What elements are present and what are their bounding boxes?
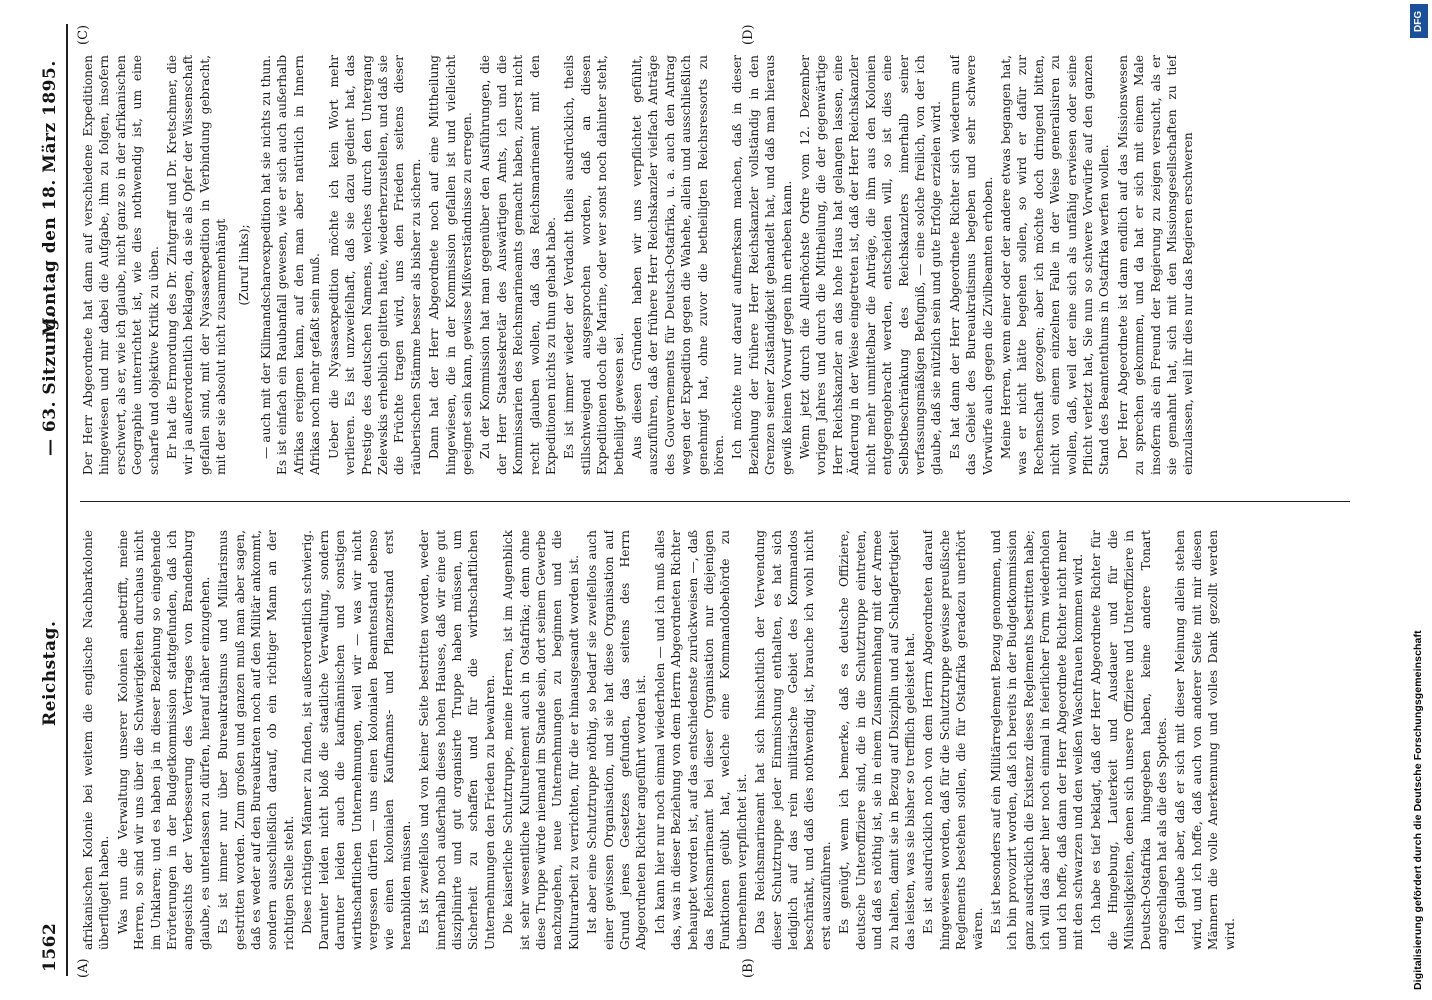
text-paragraph: — auch mit der Kilimandscharoexpedition hat sie nichts zu thun. Es ist einfach ein Raubanfall gewesen, wie er sich auch außerhalb Afrikas ereignen kann, auf den man aber natürlich in Innern Afrikas noch mehr gefaßt sein muß. [259,55,323,475]
left-text-column [80,530,1350,950]
text-paragraph: Diese richtigen Männer zu finden, ist außerordentlich schwierig. Darunter leiden nicht bloß die staatliche Verwaltung, sondern darunter leiden auch die kaufmännischen und sonstigen wirthschaftlichen Unternehmungen, weil wir — was wir nicht vergessen dürfen — uns einen kolonialen Beamtenstand ebenso wie einen kolonialen Kaufmanns- und Pflanzerstand erst heranbilden müssen. [300,530,413,950]
text-paragraph: Es ist besonders auf ein Militärreglement Bezug genommen, und ich bin provozirt worden, daß ich bereits in der Budgetkommission ganz ausdrücklich die Existenz dieses Reglements bestritten habe; ich will das aber hier noch einmal in feierlicher Form wiederholen und ich hoffe, daß dann der Herr Abgeordnete Richter nicht mehr mit den schwarzen und den weißen Waschfrauen kommen wird. [988,530,1085,950]
text-paragraph: Was nun die Verwaltung unserer Kolonien anbetrifft, meine Herren, so sind wir uns über die Schwierigkeiten durchaus nicht im Unklaren; und es haben ja in dieser Beziehung so eingehende Erörterungen in der Budgetkommission stattgefunden, daß ich angesichts der Verbesserung des Vertrages von Brandenburg glaube, es unterlassen zu dürfen, hierauf näher einzugehen. [115,530,212,950]
text-paragraph: Es genügt, wenn ich bemerke, daß es deutsche Offiziere, deutsche Unteroffiziere sind, die in die Schutztruppe eintreten, und daß es nöthig ist, sie in einem Zusammenhang mit der Armee zu halten, damit sie in Bezug auf Disziplin und auf Schlagfertigkeit das leisten, was sie bisher so trefflich geleistet hat. [837,530,917,950]
page-number: 1562 [40,922,60,972]
session-date: Montag den 18. März 1895. [40,60,60,336]
digitization-credit: Digitalisierung gefördert durch die Deutsche Forschungsgemeinschaft [1412,630,1424,990]
margin-marker-d: (D) [741,24,756,45]
text-paragraph: Der Herr Abgeordnete ist dann endlich auf das Missionswesen zu sprechen gekommen, und da hat er sich mit einem Male insofern als ein Freund der Regierung zu zeigen versucht, als er sie gemahnt hat, sich mit den Missionsgesellschaften zu tief einzulassen, weil ihr dies nur das Regieren erschweren [1115,55,1196,475]
session-title: — 63. Sitzung. [40,311,60,456]
text-paragraph: Es ist zweifellos und von keiner Seite bestritten worden, weder innerhalb noch außerhalb dieses hohen Hauses, daß wir eine gut disziplinirte und gut organisirte Truppe haben müssen, um Sicherheit zu schaffen und für die wirthschaftlichen Unternehmungen den Frieden zu bewahren. [417,530,497,950]
text-paragraph: Ich glaube aber, daß er sich mit dieser Meinung allein stehen wird, und ich hoffe, daß auch von anderer Seite mit mir diesen Männern die volle Anerkennung und volles Dank gezollt werden wird. [1173,530,1237,950]
text-paragraph: Er hat die Ermordung des Dr. Zintgraff und Dr. Kretschmer, die wir ja außerordentlich beklagen, da sie als Opfer der Wissenschaft gefallen sind, mit der Nyassaexpedition in Verbindung gebracht, mit der sie absolut nicht zusammenhängt [165,55,229,475]
text-paragraph: Es ist ausdrücklich noch von dem Herrn Abgeordneten darauf hingewiesen worden, daß für die Schutztruppe gewisse preußische Reglements bestehen sollen, die für Ostafrika geradezu unerhört wären. [921,530,985,950]
text-paragraph: Es hat dann der Herr Abgeordnete Richter sich wiederum auf das Gebiet des Bureaukratismus begeben und sehr schwere Vorwürfe auch gegen die Zivilbeamten erhoben. [947,55,995,475]
text-paragraph: Das Reichsmarineamt hat sich hinsichtlich der Verwendung dieser Schutztruppe jeder Einmischung enthalten, es hat sich lediglich auf das rein militärische Gebiet des Kommandos beschränkt, und daß dies nothwendig ist, brauche ich wohl nicht erst auszuführen. [753,530,833,950]
text-paragraph: Ich habe es tief beklagt, daß der Herr Abgeordnete Richter für die Hingebung, Lauterkeit und Ausdauer und für die Mühseligkeiten, denen sich unsere Offiziere und Unteroffiziere in Deutsch-Ostafrika hingegeben haben, keine andere Tonart angeschlagen hat als die des Spottes. [1089,530,1169,950]
text-paragraph: Es ist immer wieder der Verdacht theils ausdrücklich, theils stillschweigend ausgesprochen worden, daß an diesen Expeditionen doch die Marine, oder wer sonst noch dahinter steht, betheiligt gewesen sei. [562,55,626,475]
text-paragraph: Es ist immer nur über Bureaukratismus und Militarismus gestritten worden. Zum großen und ganzen muß man aber sagen, daß es weder auf den Bureaukraten noch auf den Militär ankommt, sondern ausschließlich darauf, ob ein richtiger Mann an der richtigen Stelle steht. [216,530,296,950]
text-paragraph: Aus diesen Gründen haben wir uns verpflichtet gefühlt, auszuführen, daß der frühere Herr Reichskanzler vielfach Anträge des Gouvernements für Deutsch-Ostafrika, u. a. auch den Antrag wegen der Expedition gegen die Wahehe, allein und ausschließlich genehmigt hat, ohne zuvor die betheiligten Reichsressorts zu hören. [630,55,727,475]
margin-marker-c: (C) [76,24,91,45]
text-paragraph: (Zuruf links); [236,224,251,306]
text-paragraph: Ueber die Nyassaexpedition möchte ich kein Wort mehr verlieren. Es ist unzweifelhaft, daß sie dazu gedient hat, das Prestige des deutschen Namens, welches durch den Untergang Zelewskis erheblich gelitten hatte, wiederherzustellen, und daß sie die Früchte tragen wird, uns den Frieden seitens dieser räuberischen Stämme besser als bisher zu sichern. [326,55,423,475]
text-paragraph: Ich kann hier nur noch einmal wiederholen — und ich muß alles das, was in dieser Beziehung von dem Herrn Abgeordneten Richter behauptet worden ist, auf das entschiedenste zurückweisen —, daß das Reichsmarineamt bei dieser Organisation nur diejenigen Funktionen geübt hat, welche eine Kommandobehörde zu übernehmen verpflichtet ist. [652,530,749,950]
text-paragraph: Ist aber eine Schutztruppe nöthig, so bedarf sie zweifellos auch einer gewissen Organisation, und sie hat diese Organisation auf Grund jenes Gesetzes gefunden, das seitens des Herrn Abgeordneten Richter angeführt worden ist. [585,530,649,950]
text-paragraph: Dann hat der Herr Abgeordnete noch auf eine Mittheilung hingewiesen, die in der Kommission gefallen ist und vielleicht geeignet sein kann, gewisse Mißverständnisse zu erregen. [427,55,474,475]
text-paragraph: Wenn jetzt durch die Allerhöchste Ordre vom 12. Dezember vorigen Jahres und durch die Mittheilung, die der gegenwärtige Herr Reichskanzler an das hohe Haus hat gelangen lassen, eine Änderung in der Weise eingetreten ist, daß der Herr Reichskanzler nicht mehr unmittelbar die Anträge, die ihm aus den Kolonien entgegengebracht werden, entscheiden will, so ist dies eine Selbstbeschränkung des Reichskanzlers innerhalb seiner verfassungsmäßigen Befugniß, — eine solche freilich, von der ich glaube, daß sie nützlich sein und gute Erfolge erzielen wird. [798,55,944,475]
scanned-page [26,10,1406,990]
text-paragraph: Meine Herren, wenn einer oder der andere etwas begangen hat, was er nicht hätte begehen sollen, so wird er dafür zur Rechenschaft gezogen; aber ich möchte doch dringend bitten, nicht von einem einzelnen Falle in der Weise generalisiren zu wollen, daß, weil der eine sich als unfähig erwiesen oder seine Pflicht verletzt hat, Sie nun so schwere Vorwürfe auf den ganzen Stand des Beamtenthums in Ostafrika werfen wollen. [998,55,1112,475]
column-divider [80,501,1350,502]
text-paragraph: Ich möchte nur darauf aufmerksam machen, daß in dieser Beziehung der frühere Herr Reichskanzler vollständig in den Grenzen seiner Zuständigkeit gehandelt hat, und daß man hieraus gewiß keinen Vorwurf gegen ihn erheben kann. [730,55,794,475]
dfg-logo: DFG [1410,4,1428,38]
right-text-column [80,55,1350,475]
text-paragraph: afrikanischen Kolonie bei weitem die englische Nachbarkolonie überflügelt haben. [81,530,112,950]
text-paragraph: Der Herr Abgeordnete hat dann auf verschiedene Expeditionen hingewiesen und mir dabei die Aufgabe, ihm zu folgen, insofern erschwert, als er, wie ich glaube, nicht ganz so in der afrikanischen Geographie unterrichtet ist, wie dies nothwendig ist, um eine scharfe und objektive Kritik zu üben. [81,55,161,475]
text-paragraph: Zu der Kommission hat man gegenüber den Ausführungen, die der Herr Staatssekretär des Auswärtigen Amts, ich und die Kommissarien des Reichsmarineamts gemacht haben, zuerst nicht recht glauben wollen, daß das Reichsmarineamt mit den Expeditionen nichts zu thun gehabt habe. [478,55,558,475]
text-paragraph: Die kaiserliche Schutztruppe, meine Herren, ist im Augenblick ist sehr wesentliche Kulturelement auch in Ostafrika; denn ohne diese Truppe würde niemand im Stande sein, dort seinem Gewerbe nachzugehen, neue Unternehmungen zu beginnen und die Kulturarbeit zu verrichten, für die er hinausgesandt worden ist. [501,530,581,950]
margin-marker-b: (B) [741,958,756,978]
margin-marker-a: (A) [76,958,91,978]
chamber-title: Reichstag. [40,620,60,726]
page-header [36,24,68,976]
